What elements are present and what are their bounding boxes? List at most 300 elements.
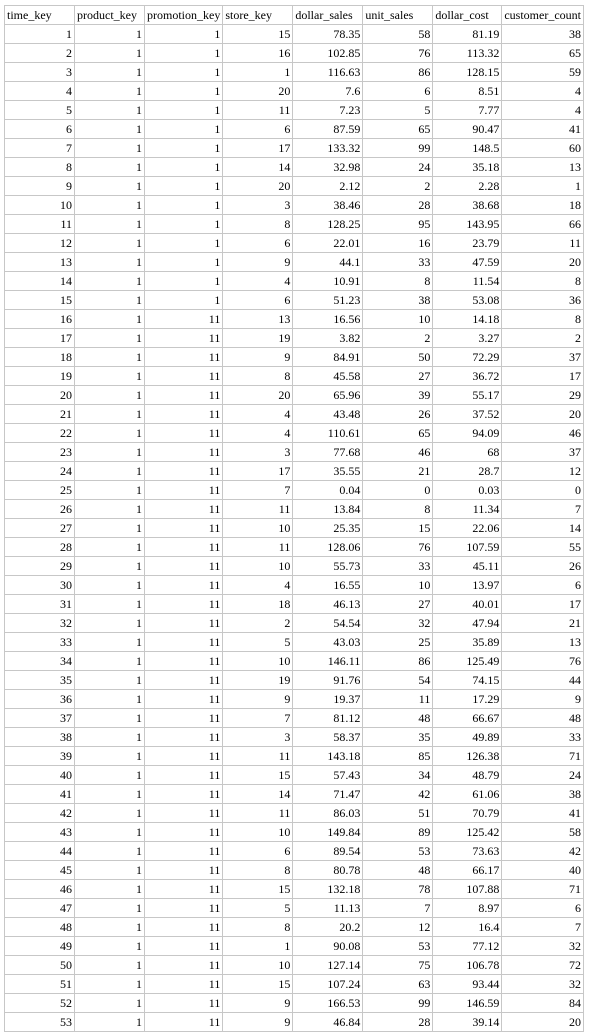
- cell-promotion-key[interactable]: 11: [145, 614, 223, 633]
- cell-time-key[interactable]: 20: [5, 386, 75, 405]
- cell-promotion-key[interactable]: 1: [145, 177, 223, 196]
- cell-dollar-sales[interactable]: 80.78: [293, 861, 363, 880]
- cell-product-key[interactable]: 1: [75, 557, 145, 576]
- cell-customer-count[interactable]: 26: [502, 557, 584, 576]
- cell-product-key[interactable]: 1: [75, 386, 145, 405]
- cell-dollar-sales[interactable]: 57.43: [293, 766, 363, 785]
- cell-dollar-cost[interactable]: 8.97: [433, 899, 502, 918]
- cell-unit-sales[interactable]: 58: [363, 25, 433, 44]
- cell-promotion-key[interactable]: 11: [145, 709, 223, 728]
- cell-dollar-sales[interactable]: 107.24: [293, 975, 363, 994]
- cell-time-key[interactable]: 21: [5, 405, 75, 424]
- cell-store-key[interactable]: 4: [223, 424, 293, 443]
- cell-dollar-cost[interactable]: 37.52: [433, 405, 502, 424]
- cell-unit-sales[interactable]: 63: [363, 975, 433, 994]
- cell-unit-sales[interactable]: 76: [363, 538, 433, 557]
- cell-store-key[interactable]: 4: [223, 272, 293, 291]
- cell-dollar-sales[interactable]: 11.13: [293, 899, 363, 918]
- cell-time-key[interactable]: 38: [5, 728, 75, 747]
- cell-time-key[interactable]: 46: [5, 880, 75, 899]
- cell-time-key[interactable]: 11: [5, 215, 75, 234]
- cell-dollar-cost[interactable]: 106.78: [433, 956, 502, 975]
- cell-store-key[interactable]: 11: [223, 538, 293, 557]
- cell-promotion-key[interactable]: 11: [145, 937, 223, 956]
- cell-store-key[interactable]: 8: [223, 918, 293, 937]
- cell-time-key[interactable]: 49: [5, 937, 75, 956]
- cell-product-key[interactable]: 1: [75, 424, 145, 443]
- cell-dollar-sales[interactable]: 32.98: [293, 158, 363, 177]
- cell-product-key[interactable]: 1: [75, 671, 145, 690]
- cell-product-key[interactable]: 1: [75, 652, 145, 671]
- cell-promotion-key[interactable]: 1: [145, 196, 223, 215]
- cell-dollar-sales[interactable]: 7.6: [293, 82, 363, 101]
- cell-store-key[interactable]: 13: [223, 310, 293, 329]
- cell-time-key[interactable]: 4: [5, 82, 75, 101]
- cell-unit-sales[interactable]: 2: [363, 177, 433, 196]
- cell-dollar-cost[interactable]: 17.29: [433, 690, 502, 709]
- cell-dollar-sales[interactable]: 10.91: [293, 272, 363, 291]
- cell-time-key[interactable]: 26: [5, 500, 75, 519]
- cell-unit-sales[interactable]: 8: [363, 272, 433, 291]
- cell-dollar-sales[interactable]: 35.55: [293, 462, 363, 481]
- cell-promotion-key[interactable]: 1: [145, 139, 223, 158]
- cell-product-key[interactable]: 1: [75, 690, 145, 709]
- cell-promotion-key[interactable]: 11: [145, 462, 223, 481]
- cell-unit-sales[interactable]: 27: [363, 367, 433, 386]
- cell-store-key[interactable]: 6: [223, 291, 293, 310]
- cell-time-key[interactable]: 6: [5, 120, 75, 139]
- cell-promotion-key[interactable]: 11: [145, 956, 223, 975]
- cell-dollar-sales[interactable]: 146.11: [293, 652, 363, 671]
- cell-store-key[interactable]: 17: [223, 462, 293, 481]
- cell-unit-sales[interactable]: 54: [363, 671, 433, 690]
- cell-dollar-cost[interactable]: 107.59: [433, 538, 502, 557]
- cell-product-key[interactable]: 1: [75, 538, 145, 557]
- cell-customer-count[interactable]: 24: [502, 766, 584, 785]
- cell-product-key[interactable]: 1: [75, 918, 145, 937]
- cell-promotion-key[interactable]: 11: [145, 690, 223, 709]
- cell-customer-count[interactable]: 12: [502, 462, 584, 481]
- cell-dollar-cost[interactable]: 22.06: [433, 519, 502, 538]
- cell-unit-sales[interactable]: 28: [363, 196, 433, 215]
- cell-dollar-sales[interactable]: 166.53: [293, 994, 363, 1013]
- cell-dollar-cost[interactable]: 72.29: [433, 348, 502, 367]
- cell-store-key[interactable]: 9: [223, 1013, 293, 1032]
- cell-time-key[interactable]: 9: [5, 177, 75, 196]
- cell-promotion-key[interactable]: 1: [145, 44, 223, 63]
- cell-product-key[interactable]: 1: [75, 994, 145, 1013]
- cell-store-key[interactable]: 3: [223, 196, 293, 215]
- column-header-dollar-sales[interactable]: dollar_sales: [293, 6, 363, 25]
- cell-product-key[interactable]: 1: [75, 880, 145, 899]
- cell-promotion-key[interactable]: 11: [145, 310, 223, 329]
- cell-unit-sales[interactable]: 21: [363, 462, 433, 481]
- cell-product-key[interactable]: 1: [75, 576, 145, 595]
- cell-dollar-sales[interactable]: 7.23: [293, 101, 363, 120]
- cell-promotion-key[interactable]: 1: [145, 234, 223, 253]
- cell-customer-count[interactable]: 33: [502, 728, 584, 747]
- cell-dollar-cost[interactable]: 47.94: [433, 614, 502, 633]
- cell-promotion-key[interactable]: 1: [145, 120, 223, 139]
- cell-promotion-key[interactable]: 11: [145, 538, 223, 557]
- cell-promotion-key[interactable]: 11: [145, 329, 223, 348]
- cell-time-key[interactable]: 52: [5, 994, 75, 1013]
- cell-customer-count[interactable]: 1: [502, 177, 584, 196]
- cell-store-key[interactable]: 5: [223, 899, 293, 918]
- cell-dollar-cost[interactable]: 11.54: [433, 272, 502, 291]
- cell-dollar-cost[interactable]: 13.97: [433, 576, 502, 595]
- cell-product-key[interactable]: 1: [75, 823, 145, 842]
- cell-dollar-sales[interactable]: 38.46: [293, 196, 363, 215]
- cell-store-key[interactable]: 6: [223, 842, 293, 861]
- cell-product-key[interactable]: 1: [75, 842, 145, 861]
- cell-product-key[interactable]: 1: [75, 614, 145, 633]
- cell-dollar-cost[interactable]: 73.63: [433, 842, 502, 861]
- cell-store-key[interactable]: 20: [223, 82, 293, 101]
- cell-customer-count[interactable]: 37: [502, 443, 584, 462]
- cell-store-key[interactable]: 16: [223, 44, 293, 63]
- cell-dollar-sales[interactable]: 86.03: [293, 804, 363, 823]
- cell-promotion-key[interactable]: 11: [145, 823, 223, 842]
- cell-dollar-cost[interactable]: 68: [433, 443, 502, 462]
- cell-promotion-key[interactable]: 11: [145, 861, 223, 880]
- cell-store-key[interactable]: 8: [223, 367, 293, 386]
- cell-time-key[interactable]: 12: [5, 234, 75, 253]
- cell-promotion-key[interactable]: 11: [145, 557, 223, 576]
- cell-product-key[interactable]: 1: [75, 158, 145, 177]
- cell-customer-count[interactable]: 36: [502, 291, 584, 310]
- cell-dollar-sales[interactable]: 16.55: [293, 576, 363, 595]
- cell-dollar-sales[interactable]: 90.08: [293, 937, 363, 956]
- cell-customer-count[interactable]: 7: [502, 500, 584, 519]
- cell-dollar-cost[interactable]: 61.06: [433, 785, 502, 804]
- cell-time-key[interactable]: 42: [5, 804, 75, 823]
- cell-product-key[interactable]: 1: [75, 253, 145, 272]
- cell-product-key[interactable]: 1: [75, 272, 145, 291]
- cell-product-key[interactable]: 1: [75, 500, 145, 519]
- cell-dollar-cost[interactable]: 77.12: [433, 937, 502, 956]
- cell-time-key[interactable]: 45: [5, 861, 75, 880]
- cell-promotion-key[interactable]: 1: [145, 291, 223, 310]
- cell-store-key[interactable]: 10: [223, 557, 293, 576]
- cell-store-key[interactable]: 4: [223, 405, 293, 424]
- cell-dollar-sales[interactable]: 3.82: [293, 329, 363, 348]
- cell-dollar-cost[interactable]: 94.09: [433, 424, 502, 443]
- cell-unit-sales[interactable]: 75: [363, 956, 433, 975]
- column-header-promotion-key[interactable]: promotion_key: [145, 6, 223, 25]
- cell-time-key[interactable]: 47: [5, 899, 75, 918]
- cell-unit-sales[interactable]: 99: [363, 139, 433, 158]
- cell-dollar-sales[interactable]: 116.63: [293, 63, 363, 82]
- cell-unit-sales[interactable]: 76: [363, 44, 433, 63]
- cell-unit-sales[interactable]: 10: [363, 576, 433, 595]
- cell-product-key[interactable]: 1: [75, 215, 145, 234]
- column-header-dollar-cost[interactable]: dollar_cost: [433, 6, 502, 25]
- cell-dollar-sales[interactable]: 46.84: [293, 1013, 363, 1032]
- cell-store-key[interactable]: 8: [223, 215, 293, 234]
- cell-dollar-sales[interactable]: 71.47: [293, 785, 363, 804]
- cell-customer-count[interactable]: 76: [502, 652, 584, 671]
- cell-dollar-cost[interactable]: 125.42: [433, 823, 502, 842]
- cell-promotion-key[interactable]: 11: [145, 576, 223, 595]
- cell-dollar-sales[interactable]: 128.25: [293, 215, 363, 234]
- cell-customer-count[interactable]: 37: [502, 348, 584, 367]
- cell-dollar-sales[interactable]: 22.01: [293, 234, 363, 253]
- cell-time-key[interactable]: 1: [5, 25, 75, 44]
- cell-customer-count[interactable]: 29: [502, 386, 584, 405]
- cell-store-key[interactable]: 7: [223, 481, 293, 500]
- cell-store-key[interactable]: 18: [223, 595, 293, 614]
- cell-customer-count[interactable]: 55: [502, 538, 584, 557]
- cell-dollar-cost[interactable]: 70.79: [433, 804, 502, 823]
- cell-time-key[interactable]: 27: [5, 519, 75, 538]
- cell-dollar-cost[interactable]: 28.7: [433, 462, 502, 481]
- cell-promotion-key[interactable]: 11: [145, 424, 223, 443]
- cell-promotion-key[interactable]: 11: [145, 386, 223, 405]
- cell-product-key[interactable]: 1: [75, 348, 145, 367]
- cell-product-key[interactable]: 1: [75, 139, 145, 158]
- cell-dollar-cost[interactable]: 49.89: [433, 728, 502, 747]
- cell-product-key[interactable]: 1: [75, 519, 145, 538]
- cell-customer-count[interactable]: 20: [502, 253, 584, 272]
- cell-dollar-sales[interactable]: 89.54: [293, 842, 363, 861]
- cell-product-key[interactable]: 1: [75, 120, 145, 139]
- cell-dollar-sales[interactable]: 78.35: [293, 25, 363, 44]
- cell-dollar-cost[interactable]: 0.03: [433, 481, 502, 500]
- cell-customer-count[interactable]: 72: [502, 956, 584, 975]
- cell-time-key[interactable]: 34: [5, 652, 75, 671]
- cell-unit-sales[interactable]: 99: [363, 994, 433, 1013]
- cell-customer-count[interactable]: 71: [502, 880, 584, 899]
- cell-promotion-key[interactable]: 1: [145, 272, 223, 291]
- cell-customer-count[interactable]: 48: [502, 709, 584, 728]
- cell-dollar-sales[interactable]: 77.68: [293, 443, 363, 462]
- cell-promotion-key[interactable]: 1: [145, 25, 223, 44]
- cell-unit-sales[interactable]: 50: [363, 348, 433, 367]
- cell-dollar-sales[interactable]: 127.14: [293, 956, 363, 975]
- cell-store-key[interactable]: 10: [223, 519, 293, 538]
- cell-product-key[interactable]: 1: [75, 595, 145, 614]
- cell-unit-sales[interactable]: 65: [363, 424, 433, 443]
- cell-promotion-key[interactable]: 11: [145, 595, 223, 614]
- cell-dollar-cost[interactable]: 93.44: [433, 975, 502, 994]
- cell-product-key[interactable]: 1: [75, 785, 145, 804]
- cell-dollar-sales[interactable]: 143.18: [293, 747, 363, 766]
- cell-promotion-key[interactable]: 1: [145, 63, 223, 82]
- cell-promotion-key[interactable]: 11: [145, 481, 223, 500]
- cell-customer-count[interactable]: 4: [502, 101, 584, 120]
- cell-dollar-cost[interactable]: 113.32: [433, 44, 502, 63]
- cell-time-key[interactable]: 13: [5, 253, 75, 272]
- cell-unit-sales[interactable]: 78: [363, 880, 433, 899]
- cell-time-key[interactable]: 29: [5, 557, 75, 576]
- cell-product-key[interactable]: 1: [75, 329, 145, 348]
- cell-customer-count[interactable]: 32: [502, 937, 584, 956]
- cell-customer-count[interactable]: 6: [502, 576, 584, 595]
- cell-product-key[interactable]: 1: [75, 899, 145, 918]
- cell-product-key[interactable]: 1: [75, 405, 145, 424]
- cell-store-key[interactable]: 1: [223, 63, 293, 82]
- cell-promotion-key[interactable]: 11: [145, 785, 223, 804]
- cell-dollar-cost[interactable]: 3.27: [433, 329, 502, 348]
- cell-dollar-cost[interactable]: 39.14: [433, 1013, 502, 1032]
- cell-product-key[interactable]: 1: [75, 462, 145, 481]
- cell-store-key[interactable]: 19: [223, 671, 293, 690]
- cell-unit-sales[interactable]: 5: [363, 101, 433, 120]
- cell-promotion-key[interactable]: 11: [145, 519, 223, 538]
- cell-time-key[interactable]: 18: [5, 348, 75, 367]
- cell-product-key[interactable]: 1: [75, 177, 145, 196]
- cell-customer-count[interactable]: 21: [502, 614, 584, 633]
- cell-unit-sales[interactable]: 85: [363, 747, 433, 766]
- cell-time-key[interactable]: 3: [5, 63, 75, 82]
- cell-store-key[interactable]: 3: [223, 728, 293, 747]
- cell-unit-sales[interactable]: 53: [363, 937, 433, 956]
- cell-customer-count[interactable]: 2: [502, 329, 584, 348]
- cell-customer-count[interactable]: 17: [502, 595, 584, 614]
- cell-time-key[interactable]: 37: [5, 709, 75, 728]
- cell-dollar-cost[interactable]: 36.72: [433, 367, 502, 386]
- cell-promotion-key[interactable]: 11: [145, 367, 223, 386]
- cell-product-key[interactable]: 1: [75, 728, 145, 747]
- cell-dollar-sales[interactable]: 19.37: [293, 690, 363, 709]
- cell-dollar-sales[interactable]: 65.96: [293, 386, 363, 405]
- cell-promotion-key[interactable]: 11: [145, 880, 223, 899]
- column-header-time-key[interactable]: time_key: [5, 6, 75, 25]
- cell-unit-sales[interactable]: 38: [363, 291, 433, 310]
- cell-customer-count[interactable]: 11: [502, 234, 584, 253]
- cell-store-key[interactable]: 11: [223, 500, 293, 519]
- cell-store-key[interactable]: 19: [223, 329, 293, 348]
- cell-dollar-sales[interactable]: 132.18: [293, 880, 363, 899]
- cell-time-key[interactable]: 8: [5, 158, 75, 177]
- cell-time-key[interactable]: 23: [5, 443, 75, 462]
- cell-dollar-sales[interactable]: 54.54: [293, 614, 363, 633]
- cell-time-key[interactable]: 41: [5, 785, 75, 804]
- cell-store-key[interactable]: 20: [223, 177, 293, 196]
- cell-unit-sales[interactable]: 86: [363, 63, 433, 82]
- cell-dollar-cost[interactable]: 38.68: [433, 196, 502, 215]
- cell-unit-sales[interactable]: 48: [363, 709, 433, 728]
- cell-dollar-cost[interactable]: 45.11: [433, 557, 502, 576]
- cell-dollar-sales[interactable]: 25.35: [293, 519, 363, 538]
- cell-dollar-sales[interactable]: 102.85: [293, 44, 363, 63]
- cell-store-key[interactable]: 9: [223, 253, 293, 272]
- cell-unit-sales[interactable]: 65: [363, 120, 433, 139]
- cell-store-key[interactable]: 9: [223, 690, 293, 709]
- cell-time-key[interactable]: 40: [5, 766, 75, 785]
- cell-product-key[interactable]: 1: [75, 766, 145, 785]
- cell-customer-count[interactable]: 58: [502, 823, 584, 842]
- cell-customer-count[interactable]: 32: [502, 975, 584, 994]
- cell-store-key[interactable]: 9: [223, 348, 293, 367]
- cell-dollar-cost[interactable]: 81.19: [433, 25, 502, 44]
- cell-unit-sales[interactable]: 11: [363, 690, 433, 709]
- cell-time-key[interactable]: 53: [5, 1013, 75, 1032]
- cell-unit-sales[interactable]: 33: [363, 557, 433, 576]
- cell-dollar-sales[interactable]: 43.48: [293, 405, 363, 424]
- cell-product-key[interactable]: 1: [75, 196, 145, 215]
- cell-dollar-cost[interactable]: 40.01: [433, 595, 502, 614]
- cell-customer-count[interactable]: 66: [502, 215, 584, 234]
- cell-unit-sales[interactable]: 7: [363, 899, 433, 918]
- cell-store-key[interactable]: 10: [223, 823, 293, 842]
- cell-store-key[interactable]: 6: [223, 234, 293, 253]
- cell-time-key[interactable]: 48: [5, 918, 75, 937]
- cell-unit-sales[interactable]: 51: [363, 804, 433, 823]
- cell-unit-sales[interactable]: 26: [363, 405, 433, 424]
- cell-unit-sales[interactable]: 15: [363, 519, 433, 538]
- cell-time-key[interactable]: 24: [5, 462, 75, 481]
- cell-dollar-cost[interactable]: 66.67: [433, 709, 502, 728]
- cell-dollar-cost[interactable]: 8.51: [433, 82, 502, 101]
- cell-customer-count[interactable]: 60: [502, 139, 584, 158]
- cell-unit-sales[interactable]: 24: [363, 158, 433, 177]
- cell-customer-count[interactable]: 38: [502, 25, 584, 44]
- cell-unit-sales[interactable]: 28: [363, 1013, 433, 1032]
- cell-store-key[interactable]: 7: [223, 709, 293, 728]
- cell-dollar-sales[interactable]: 2.12: [293, 177, 363, 196]
- cell-customer-count[interactable]: 13: [502, 158, 584, 177]
- cell-time-key[interactable]: 14: [5, 272, 75, 291]
- cell-promotion-key[interactable]: 11: [145, 842, 223, 861]
- cell-dollar-cost[interactable]: 23.79: [433, 234, 502, 253]
- cell-dollar-sales[interactable]: 84.91: [293, 348, 363, 367]
- cell-store-key[interactable]: 10: [223, 652, 293, 671]
- cell-unit-sales[interactable]: 2: [363, 329, 433, 348]
- cell-dollar-sales[interactable]: 43.03: [293, 633, 363, 652]
- cell-product-key[interactable]: 1: [75, 63, 145, 82]
- cell-product-key[interactable]: 1: [75, 804, 145, 823]
- cell-product-key[interactable]: 1: [75, 443, 145, 462]
- cell-promotion-key[interactable]: 11: [145, 899, 223, 918]
- cell-dollar-sales[interactable]: 0.04: [293, 481, 363, 500]
- cell-store-key[interactable]: 14: [223, 158, 293, 177]
- cell-unit-sales[interactable]: 16: [363, 234, 433, 253]
- cell-time-key[interactable]: 2: [5, 44, 75, 63]
- cell-time-key[interactable]: 39: [5, 747, 75, 766]
- cell-customer-count[interactable]: 59: [502, 63, 584, 82]
- cell-promotion-key[interactable]: 11: [145, 633, 223, 652]
- cell-unit-sales[interactable]: 34: [363, 766, 433, 785]
- cell-time-key[interactable]: 35: [5, 671, 75, 690]
- cell-promotion-key[interactable]: 1: [145, 253, 223, 272]
- cell-dollar-sales[interactable]: 55.73: [293, 557, 363, 576]
- cell-time-key[interactable]: 51: [5, 975, 75, 994]
- cell-store-key[interactable]: 10: [223, 956, 293, 975]
- cell-customer-count[interactable]: 46: [502, 424, 584, 443]
- cell-customer-count[interactable]: 41: [502, 804, 584, 823]
- cell-unit-sales[interactable]: 86: [363, 652, 433, 671]
- cell-customer-count[interactable]: 6: [502, 899, 584, 918]
- cell-unit-sales[interactable]: 27: [363, 595, 433, 614]
- cell-time-key[interactable]: 17: [5, 329, 75, 348]
- cell-time-key[interactable]: 22: [5, 424, 75, 443]
- cell-unit-sales[interactable]: 0: [363, 481, 433, 500]
- cell-dollar-sales[interactable]: 51.23: [293, 291, 363, 310]
- cell-unit-sales[interactable]: 10: [363, 310, 433, 329]
- cell-dollar-cost[interactable]: 47.59: [433, 253, 502, 272]
- cell-unit-sales[interactable]: 53: [363, 842, 433, 861]
- cell-dollar-cost[interactable]: 35.18: [433, 158, 502, 177]
- cell-product-key[interactable]: 1: [75, 367, 145, 386]
- cell-dollar-cost[interactable]: 146.59: [433, 994, 502, 1013]
- cell-dollar-sales[interactable]: 128.06: [293, 538, 363, 557]
- cell-promotion-key[interactable]: 1: [145, 215, 223, 234]
- cell-dollar-sales[interactable]: 44.1: [293, 253, 363, 272]
- cell-product-key[interactable]: 1: [75, 747, 145, 766]
- cell-dollar-sales[interactable]: 20.2: [293, 918, 363, 937]
